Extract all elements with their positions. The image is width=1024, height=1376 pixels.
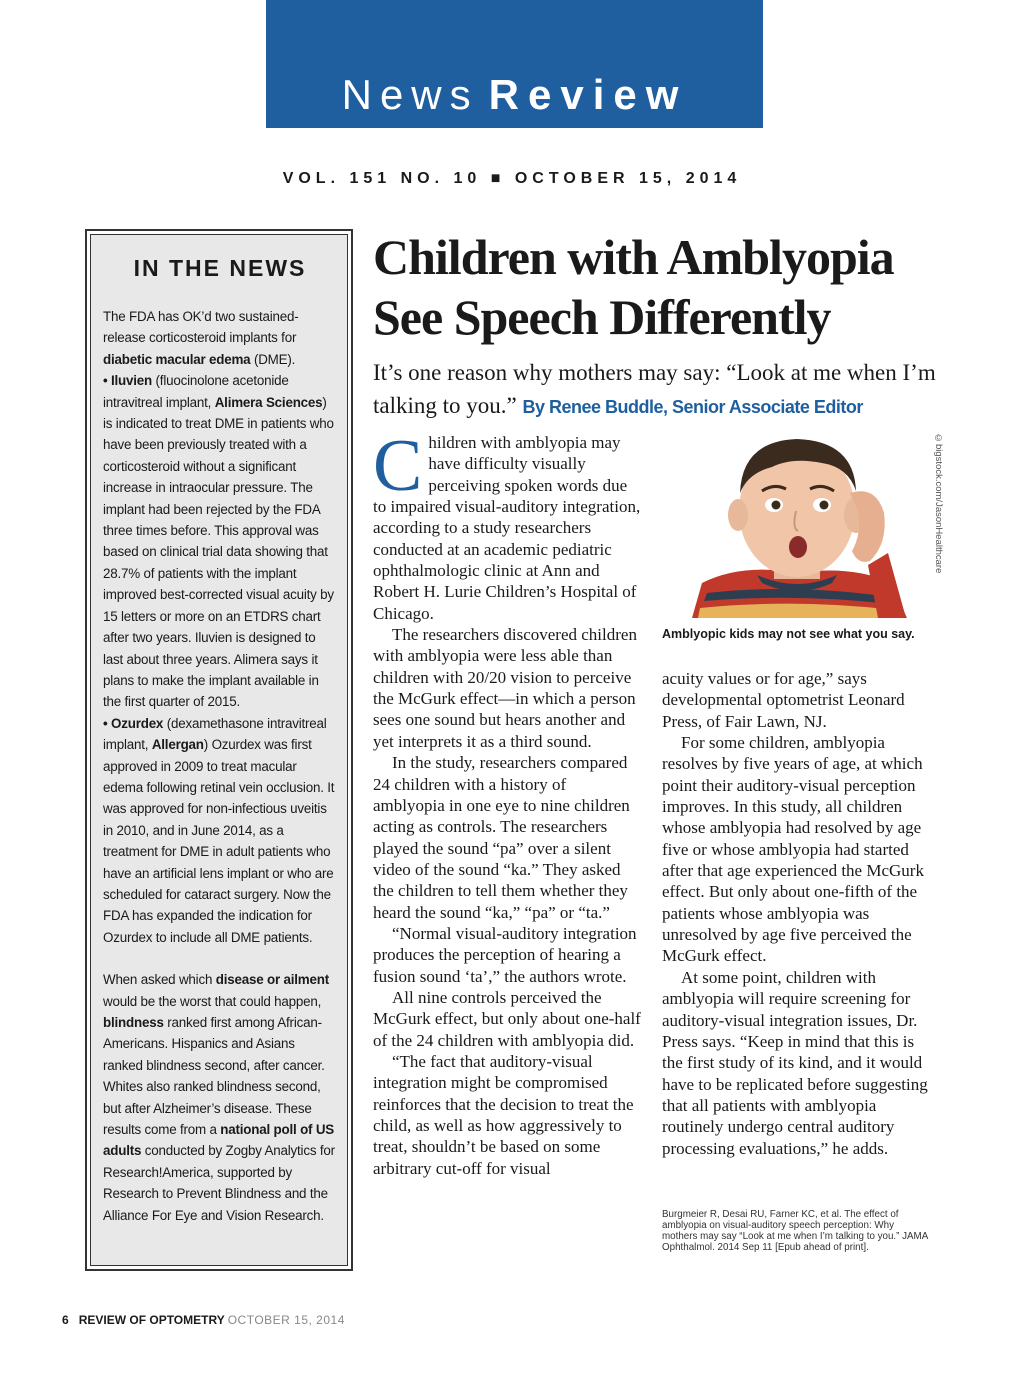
page-footer <box>62 1313 345 1327</box>
in-the-news-sidebar <box>85 229 353 1271</box>
section-title-bold: Review <box>488 71 688 118</box>
sidebar-heading: IN THE NEWS <box>133 255 307 281</box>
section-title <box>266 70 763 120</box>
deck-text: It’s one reason why mothers may say: “Look at me when I’m talking to you.” <box>373 360 936 418</box>
article-column-1 <box>373 425 641 1179</box>
article-paragraph: In the study, researchers compared 24 children with a history of amblyopia in one eye to nine children acting as controls. The researchers played the sound “pa” over a silent video of the sound “ka.” They asked the children to tell them whether they heard the sound “ka,” “pa” or “ta.” <box>373 753 630 922</box>
article-photo <box>662 433 928 618</box>
footer-date: OCTOBER 15, 2014 <box>227 1313 345 1327</box>
section-title-light: News <box>341 71 479 118</box>
article-paragraph: All nine controls perceived the McGurk effect, but only about one-half of the 24 children with amblyopia did. <box>373 987 641 1050</box>
issue-info: VOL. 151 NO. 10 ■ OCTOBER 15, 2014 <box>282 170 742 187</box>
article-headline: Children with Amblyopia See Speech Differently <box>373 229 894 345</box>
column-2-lead: acuity values or for age,” says developmental optometrist Leonard Press, of Fair Lawn, NJ. <box>662 669 905 731</box>
sidebar-body <box>103 306 337 1226</box>
page-number: 6 <box>62 1313 69 1327</box>
sidebar-paragraph-fda: The FDA has OK’d two sustained-release corticosteroid implants for diabetic macular edema (DME). • Iluvien (fluocinolone acetonide intravitreal implant, Alimera Sciences) is indicated to treat DME in patients who have been previously treated with a corticosteroid without a significant increase in intraocular pressure. The implant had been rejected by the FDA three times before. This approval was based on clinical trial data showing that 28.7% of patients with the implant improved best-corrected visual acuity by 15 letters or more on an ETDRS chart after two years. Iluvien is designed to last about three years. Alimera says it plans to make the implant available in the first quarter of 2015. • Ozurdex (dexamethasone intravitreal implant, Allergan) Ozurdex was first approved in 2009 to treat macular edema following retinal vein occlusion. It was approved for non-infectious uveitis in 2010, and in June 2014, as a treatment for DME in adult patients who have an artificial lens implant or who are scheduled for cataract surgery. Now the FDA has expanded the indication for Ozurdex to include all DME patients. <box>103 309 335 945</box>
column-1-paragraphs <box>373 624 641 1179</box>
photo-credit: ©bigstock.com/JasonHealthcare <box>933 433 944 574</box>
sidebar-paragraph-poll: When asked which disease or ailment would be the worst that could happen, blindness ranked first among African-Americans. Hispanics and Asians ranked blindness second, after cancer. Whites also ranked blindness second, but after Alzheimer’s disease. These results come from a national poll of US adults conducted by Zogby Analytics for Research!America, supported by Research to Prevent Blindness and the Alliance For Eye and Vision Research. <box>103 972 335 1223</box>
article-lead-paragraph: Children with amblyopia may have difficulty visually perceiving spoken words due to impaired visual-auditory integration, according to a study researchers conducted at an academic pediatric ophthalmologic clinic at Ann and Robert H. Lurie Children’s Hospital of Chicago. <box>373 425 641 623</box>
boy-listening-image <box>662 433 928 618</box>
article-paragraph: The researchers discovered children with amblyopia were less able than children with 20/20 vision to perceive the McGurk effect—in which a person sees one sound but hears another and yet interprets it as a third sound. <box>373 625 637 751</box>
byline: By Renee Buddle, Senior Associate Editor <box>522 397 863 417</box>
drop-cap: C <box>373 425 423 507</box>
column-2-paragraphs <box>662 732 932 1159</box>
masthead-banner <box>266 0 763 128</box>
article-paragraph: “Normal visual-auditory integration produces the perception of hearing a fusion sound ‘ta’,” the authors wrote. <box>373 923 637 986</box>
article-paragraph: For some children, amblyopia resolves by five years of age, at which point their auditory-visual perception improves. In this study, all children whose amblyopia had resolved by age five or whose amblyopia had started after that age experienced the McGurk effect. But only about one-fifth of the patients whose amblyopia was unresolved by age five perceived the McGurk effect. <box>662 733 924 966</box>
article-deck <box>373 356 953 424</box>
article-paragraph: At some point, children with amblyopia will require screening for auditory-visual integration issues, Dr. Press says. “Keep in mind that this is the first study of its kind, and it would have to be replicated before suggesting that all patients with amblyopia routinely undergo central auditory processing evaluations,” he adds. <box>662 967 928 1158</box>
photo-caption: Amblyopic kids may not see what you say. <box>662 627 915 641</box>
magazine-name: REVIEW OF OPTOMETRY <box>78 1313 225 1327</box>
article-column-2 <box>662 668 932 1159</box>
citation: Burgmeier R, Desai RU, Farner KC, et al. The effect of amblyopia on visual-auditory speech perception: Why mothers may say “Look at me when I’m talking to you.” JAMA Ophthalmol. 2014 Sep 11 [Epub ahead of print]. <box>662 1209 928 1253</box>
article-paragraph: “The fact that auditory-visual integration might be compromised reinforces that the decision to treat the child, as well as how aggressively to treat, shouldn’t be based on some arbitrary cut-off for visual <box>373 1051 634 1178</box>
